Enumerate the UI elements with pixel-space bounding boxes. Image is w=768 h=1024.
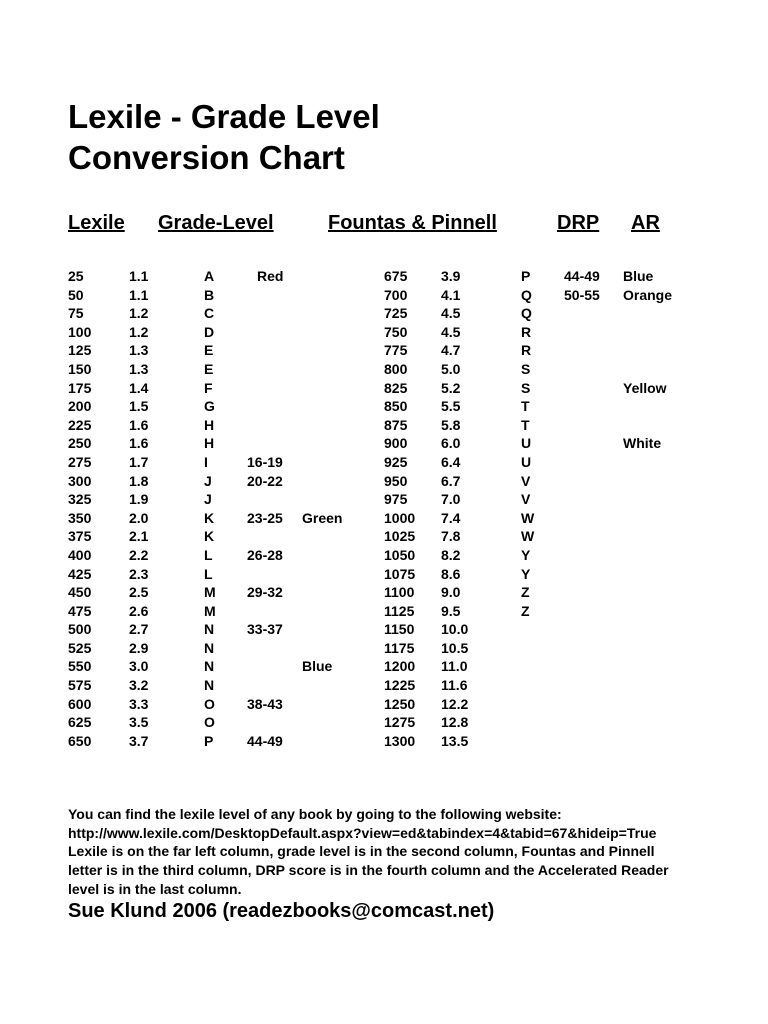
grade-cell: 1.5 — [129, 398, 149, 415]
table-row — [0, 677, 768, 696]
grade-cell: 1.3 — [129, 360, 149, 377]
lexile-cell: 825 — [384, 379, 408, 396]
grade-cell: 11.0 — [441, 658, 468, 675]
header-grade-level: Grade-Level — [158, 212, 274, 234]
grade-cell: 3.0 — [129, 658, 149, 675]
grade-cell: 7.8 — [441, 528, 461, 545]
footer-line: You can find the lexile level of any book by going to the following website: — [68, 806, 562, 822]
fp-letter-cell: W — [521, 528, 535, 545]
table-row — [0, 547, 768, 566]
fp-letter-cell: Z — [521, 602, 530, 619]
lexile-cell: 975 — [384, 491, 408, 508]
fp-range-cell: 29-32 — [247, 584, 283, 601]
grade-cell: 1.6 — [129, 435, 149, 452]
lexile-cell: 625 — [68, 714, 92, 731]
lexile-cell: 550 — [68, 658, 92, 675]
page-title — [68, 96, 380, 178]
fp-letter-cell: Q — [521, 286, 532, 303]
footer-line: letter is in the third column, DRP score is in the fourth column and the Accelerated Reader — [68, 862, 669, 879]
lexile-cell: 75 — [68, 305, 84, 322]
table-row — [0, 566, 768, 585]
grade-cell: 3.9 — [441, 268, 461, 284]
lexile-cell: 200 — [68, 398, 92, 415]
lexile-cell: 400 — [68, 546, 92, 563]
lexile-cell: 925 — [384, 453, 408, 470]
grade-cell: 1.9 — [129, 491, 149, 508]
lexile-cell: 800 — [384, 360, 408, 377]
grade-cell: 8.2 — [441, 546, 461, 563]
table-row — [0, 584, 768, 603]
conversion-table — [0, 268, 768, 751]
grade-cell: 1.6 — [129, 416, 149, 433]
drp-cell: 44-49 — [564, 268, 600, 284]
table-row — [0, 491, 768, 510]
table-row — [0, 528, 768, 547]
fp-letter-cell: M — [204, 602, 216, 619]
table-row — [0, 380, 768, 399]
grade-cell: 10.5 — [441, 639, 469, 656]
lexile-cell: 250 — [68, 435, 92, 452]
lexile-cell: 325 — [68, 491, 92, 508]
fp-letter-cell: H — [204, 435, 215, 452]
grade-cell: 1.1 — [129, 286, 149, 303]
lexile-cell: 475 — [68, 602, 92, 619]
table-row — [0, 454, 768, 473]
grade-cell: 1.2 — [129, 323, 149, 340]
lexile-cell: 725 — [384, 305, 408, 322]
lexile-cell: 350 — [68, 509, 92, 526]
lexile-cell: 1225 — [384, 677, 416, 694]
grade-cell: 1.4 — [129, 379, 149, 396]
lexile-cell: 875 — [384, 416, 408, 433]
fp-letter-cell: S — [521, 360, 531, 377]
grade-cell: 4.7 — [441, 342, 461, 359]
lexile-cell: 850 — [384, 398, 408, 415]
grade-cell: 5.5 — [441, 398, 461, 415]
ar-cell: Orange — [623, 286, 673, 303]
fp-letter-cell: G — [204, 398, 215, 415]
grade-cell: 6.4 — [441, 453, 461, 470]
table-row — [0, 603, 768, 622]
lexile-cell: 900 — [384, 435, 408, 452]
fp-letter-cell: U — [521, 435, 532, 452]
grade-cell: 2.5 — [129, 584, 149, 601]
lexile-cell: 1050 — [384, 546, 416, 563]
grade-cell: 3.3 — [129, 695, 149, 712]
lexile-cell: 650 — [68, 732, 92, 749]
grade-cell: 2.7 — [129, 621, 149, 638]
lexile-cell: 1200 — [384, 658, 416, 675]
fp-letter-cell: U — [521, 453, 532, 470]
fp-letter-cell: O — [204, 695, 215, 712]
grade-cell: 1.8 — [129, 472, 149, 489]
lexile-cell: 1175 — [384, 639, 415, 656]
lexile-cell: 1150 — [384, 621, 415, 638]
fp-letter-cell: P — [521, 268, 531, 284]
fp-letter-cell: W — [521, 509, 535, 526]
fp-letter-cell: R — [521, 342, 532, 359]
lexile-cell: 950 — [384, 472, 408, 489]
grade-cell: 7.4 — [441, 509, 461, 526]
fp-letter-cell: B — [204, 286, 215, 303]
footer-url: http://www.lexile.com/DesktopDefault.aspx?view=ed&tabindex=4&tabid=67&hideip=True — [68, 824, 657, 841]
table-row — [0, 435, 768, 454]
ar-cell: White — [623, 435, 662, 452]
fp-letter-cell: D — [204, 323, 215, 340]
lexile-cell: 1275 — [384, 714, 416, 731]
fp-letter-cell: Y — [521, 546, 531, 563]
fp-letter-cell: N — [204, 621, 215, 638]
grade-cell: 1.7 — [129, 453, 149, 470]
fp-letter-cell: N — [204, 677, 215, 694]
lexile-cell: 25 — [68, 268, 84, 284]
table-row — [0, 361, 768, 380]
lexile-cell: 1000 — [384, 509, 416, 526]
lexile-cell: 175 — [68, 379, 92, 396]
grade-cell: 12.8 — [441, 714, 469, 731]
lexile-cell: 100 — [68, 323, 92, 340]
fp-letter-cell: Q — [521, 305, 532, 322]
grade-cell: 1.1 — [129, 268, 149, 284]
fp-letter-cell: J — [204, 491, 212, 508]
fp-color-cell: Green — [302, 509, 343, 526]
grade-cell: 4.5 — [441, 305, 461, 322]
fp-letter-cell: R — [521, 323, 532, 340]
grade-cell: 13.5 — [441, 732, 469, 749]
lexile-cell: 150 — [68, 360, 92, 377]
fp-letter-cell: A — [204, 268, 215, 284]
grade-cell: 6.0 — [441, 435, 461, 452]
grade-cell: 4.1 — [441, 286, 461, 303]
lexile-cell: 1250 — [384, 695, 416, 712]
grade-cell: 6.7 — [441, 472, 461, 489]
lexile-cell: 1075 — [384, 565, 416, 582]
grade-cell: 5.8 — [441, 416, 461, 433]
fp-letter-cell: M — [204, 584, 216, 601]
grade-cell: 1.3 — [129, 342, 149, 359]
grade-cell: 4.5 — [441, 323, 461, 340]
fp-letter-cell: T — [521, 398, 530, 415]
grade-cell: 3.7 — [129, 732, 149, 749]
lexile-cell: 525 — [68, 639, 92, 656]
grade-cell: 1.2 — [129, 305, 149, 322]
lexile-cell: 275 — [68, 453, 92, 470]
fp-letter-cell: V — [521, 472, 531, 489]
lexile-cell: 50 — [68, 286, 84, 303]
drp-cell: 50-55 — [564, 286, 600, 303]
lexile-cell: 500 — [68, 621, 92, 638]
fp-range-cell: 44-49 — [247, 732, 283, 749]
fp-letter-cell: K — [204, 509, 215, 526]
fp-letter-cell: K — [204, 528, 215, 545]
lexile-cell: 750 — [384, 323, 408, 340]
table-row — [0, 658, 768, 677]
grade-cell: 5.0 — [441, 360, 461, 377]
lexile-cell: 1025 — [384, 528, 416, 545]
grade-cell: 2.3 — [129, 565, 149, 582]
fp-letter-cell: P — [204, 732, 214, 749]
fp-letter-cell: O — [204, 714, 215, 731]
lexile-cell: 575 — [68, 677, 92, 694]
fp-letter-cell: V — [521, 491, 531, 508]
fp-color-cell: Red — [257, 268, 284, 284]
table-row — [0, 473, 768, 492]
title-line-1: Lexile - Grade Level — [68, 98, 380, 135]
lexile-cell: 125 — [68, 342, 92, 359]
title-line-2: Conversion Chart — [68, 139, 345, 176]
table-row — [0, 640, 768, 659]
footer-notes — [68, 805, 728, 899]
fp-range-cell: 20-22 — [247, 472, 283, 489]
fp-letter-cell: E — [204, 360, 214, 377]
grade-cell: 9.5 — [441, 602, 461, 619]
table-row — [0, 398, 768, 417]
fp-range-cell: 16-19 — [247, 453, 283, 470]
table-row — [0, 714, 768, 733]
grade-cell: 3.5 — [129, 714, 149, 731]
grade-cell: 2.0 — [129, 509, 149, 526]
header-ar: AR — [631, 212, 660, 234]
grade-cell: 12.2 — [441, 695, 469, 712]
grade-cell: 9.0 — [441, 584, 461, 601]
grade-cell: 3.2 — [129, 677, 149, 694]
fp-color-cell: Blue — [302, 658, 333, 675]
footer-line: level is in the last column. — [68, 880, 242, 897]
fp-letter-cell: N — [204, 639, 215, 656]
table-row — [0, 417, 768, 436]
fp-letter-cell: L — [204, 565, 213, 582]
lexile-cell: 700 — [384, 286, 408, 303]
table-row — [0, 733, 768, 752]
fp-letter-cell: L — [204, 546, 213, 563]
table-row — [0, 287, 768, 306]
grade-cell: 2.1 — [129, 528, 149, 545]
grade-cell: 2.2 — [129, 546, 149, 563]
footer-line: Lexile is on the far left column, grade level is in the second column, Fountas and Pinnell — [68, 843, 655, 860]
fp-range-cell: 38-43 — [247, 695, 283, 712]
header-drp: DRP — [557, 212, 600, 234]
table-row — [0, 696, 768, 715]
table-row — [0, 510, 768, 529]
fp-letter-cell: F — [204, 379, 213, 396]
fp-letter-cell: C — [204, 305, 215, 322]
table-row — [0, 342, 768, 361]
table-row — [0, 621, 768, 640]
ar-cell: Yellow — [623, 379, 667, 396]
lexile-cell: 450 — [68, 584, 92, 601]
lexile-cell: 600 — [68, 695, 92, 712]
grade-cell: 2.9 — [129, 639, 149, 656]
fp-letter-cell: Y — [521, 565, 531, 582]
fp-range-cell: 23-25 — [247, 509, 283, 526]
header-lexile: Lexile — [68, 212, 125, 234]
fp-letter-cell: T — [521, 416, 530, 433]
fp-range-cell: 33-37 — [247, 621, 283, 638]
fp-letter-cell: S — [521, 379, 531, 396]
lexile-cell: 675 — [384, 268, 408, 284]
lexile-cell: 1125 — [384, 602, 415, 619]
grade-cell: 7.0 — [441, 491, 461, 508]
table-row — [0, 305, 768, 324]
lexile-cell: 1300 — [384, 732, 416, 749]
grade-cell: 2.6 — [129, 602, 149, 619]
lexile-cell: 300 — [68, 472, 92, 489]
lexile-cell: 425 — [68, 565, 92, 582]
lexile-cell: 1100 — [384, 584, 415, 601]
lexile-cell: 225 — [68, 416, 92, 433]
table-row — [0, 324, 768, 343]
fp-letter-cell: I — [204, 453, 208, 470]
grade-cell: 10.0 — [441, 621, 469, 638]
header-fountas-pinnell: Fountas & Pinnell — [328, 212, 497, 234]
table-row — [0, 268, 768, 287]
grade-cell: 5.2 — [441, 379, 461, 396]
grade-cell: 11.6 — [441, 677, 468, 694]
author-signature: Sue Klund 2006 (readezbooks@comcast.net) — [68, 900, 495, 922]
lexile-cell: 775 — [384, 342, 408, 359]
fp-letter-cell: J — [204, 472, 212, 489]
fp-letter-cell: Z — [521, 584, 530, 601]
grade-cell: 8.6 — [441, 565, 461, 582]
fp-letter-cell: N — [204, 658, 215, 675]
fp-letter-cell: H — [204, 416, 215, 433]
fp-range-cell: 26-28 — [247, 546, 283, 563]
lexile-cell: 375 — [68, 528, 92, 545]
fp-letter-cell: E — [204, 342, 214, 359]
ar-cell: Blue — [623, 268, 654, 284]
